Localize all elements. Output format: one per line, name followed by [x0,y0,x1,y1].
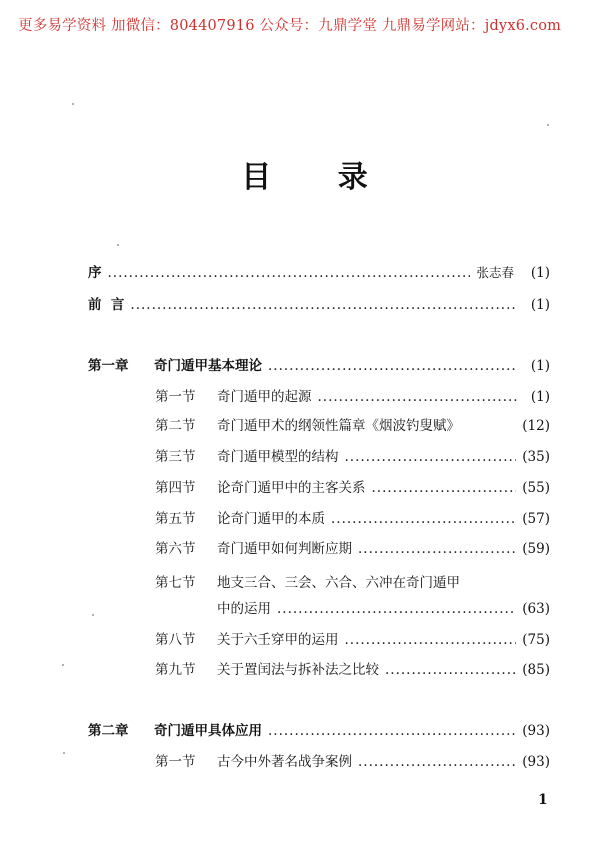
dot-leader [385,662,516,678]
toc-page: (93) [522,723,550,739]
dot-leader [277,601,516,617]
section-number: 第五节 [155,511,196,527]
section-number: 第七节 [155,575,196,591]
toc-page: (1) [530,265,550,281]
section-title: 关于六壬穿甲的运用 [217,632,339,648]
section-title: 奇门遁甲如何判断应期 [217,541,352,557]
scan-speck [117,244,119,246]
toc-page: (35) [522,449,550,465]
scan-speck [72,103,74,105]
toc-entry-section[interactable] [155,632,550,648]
toc-entry-section[interactable] [155,541,550,557]
section-title: 关于置闰法与拆补法之比较 [217,662,379,678]
section-title-continued: 中的运用 [217,601,271,617]
section-number: 第八节 [155,632,196,648]
dot-leader [318,389,519,405]
toc-author: 张志春 [476,265,514,280]
toc-page: (57) [522,511,550,527]
scan-speck [92,614,94,616]
header-banner: 更多易学资料 加微信：804407916 公众号：九鼎学堂 九鼎易学网站：jdyx6.com [18,18,562,34]
dot-leader [345,632,517,648]
toc-label [155,389,312,405]
toc-entry-section[interactable] [155,511,550,527]
toc-page: (75) [522,632,550,648]
section-title: 奇门遁甲模型的结构 [217,449,339,465]
chapter-title: 奇门遁甲基本理论 [154,358,262,374]
toc-entry-section[interactable] [155,754,550,770]
chapter-number: 第二章 [88,723,129,739]
toc-entry-section-multiline[interactable] [155,571,460,591]
chapter-title: 奇门遁甲具体应用 [154,723,262,739]
toc-page: (85) [522,662,550,678]
toc-label [155,662,379,678]
section-title: 奇门遁甲术的纲领性篇章《烟波钓叟赋》 [217,418,460,434]
section-title: 古今中外著名战争案例 [217,754,352,770]
toc-label [155,511,325,527]
page-title: 目 录 [241,160,396,195]
toc-label: 序 [88,265,102,281]
dot-leader [268,358,518,374]
chapter-number: 第一章 [88,358,129,374]
section-title: 论奇门遁甲的本质 [217,511,325,527]
section-number: 第六节 [155,541,196,557]
toc-label [88,358,262,374]
dot-leader [268,723,516,739]
toc-label [155,418,460,434]
toc-page: (1) [530,389,550,405]
toc-label [88,723,262,739]
toc-page: (59) [522,541,550,557]
toc-entry-section[interactable] [155,449,550,465]
section-number: 第四节 [155,480,196,496]
toc-label [155,449,339,465]
toc-entry-chapter-2[interactable] [88,723,550,739]
dot-leader [130,297,518,313]
toc-entry-preface[interactable] [88,265,550,281]
toc-page: (1) [530,358,550,374]
section-number: 第三节 [155,449,196,465]
section-number: 第一节 [155,389,196,405]
section-title: 奇门遁甲的起源 [217,389,312,405]
scan-speck [62,664,64,666]
dot-leader [358,754,516,770]
toc-entry-section[interactable] [155,389,550,405]
scan-speck [547,124,549,126]
toc-label [155,754,352,770]
page-number: 1 [538,792,548,808]
dot-leader [108,265,471,281]
toc-page: (55) [522,480,550,496]
section-title: 论奇门遁甲中的主客关系 [217,480,366,496]
toc-entry-section[interactable] [155,418,550,434]
toc-label: 前 言 [88,297,125,313]
section-title: 地支三合、三会、六合、六冲在奇门遁甲 [217,575,460,591]
toc-entry-section[interactable] [155,662,550,678]
dot-leader [358,541,516,557]
toc-label [155,541,352,557]
toc-entry-chapter-1[interactable] [88,358,550,374]
toc-page: (12) [522,418,550,434]
section-number: 第一节 [155,754,196,770]
dot-leader [331,511,516,527]
toc-page: (93) [522,754,550,770]
toc-entry-section[interactable] [155,480,550,496]
toc-page: (63) [522,601,550,617]
toc-page: (1) [530,297,550,313]
toc-entry-foreword[interactable] [88,297,550,313]
section-number: 第九节 [155,662,196,678]
toc-entry-section-continuation[interactable] [217,601,550,617]
toc-label [155,632,339,648]
section-number: 第二节 [155,418,196,434]
dot-leader [372,480,517,496]
toc-label [155,480,366,496]
scan-speck [63,752,65,754]
dot-leader [345,449,517,465]
